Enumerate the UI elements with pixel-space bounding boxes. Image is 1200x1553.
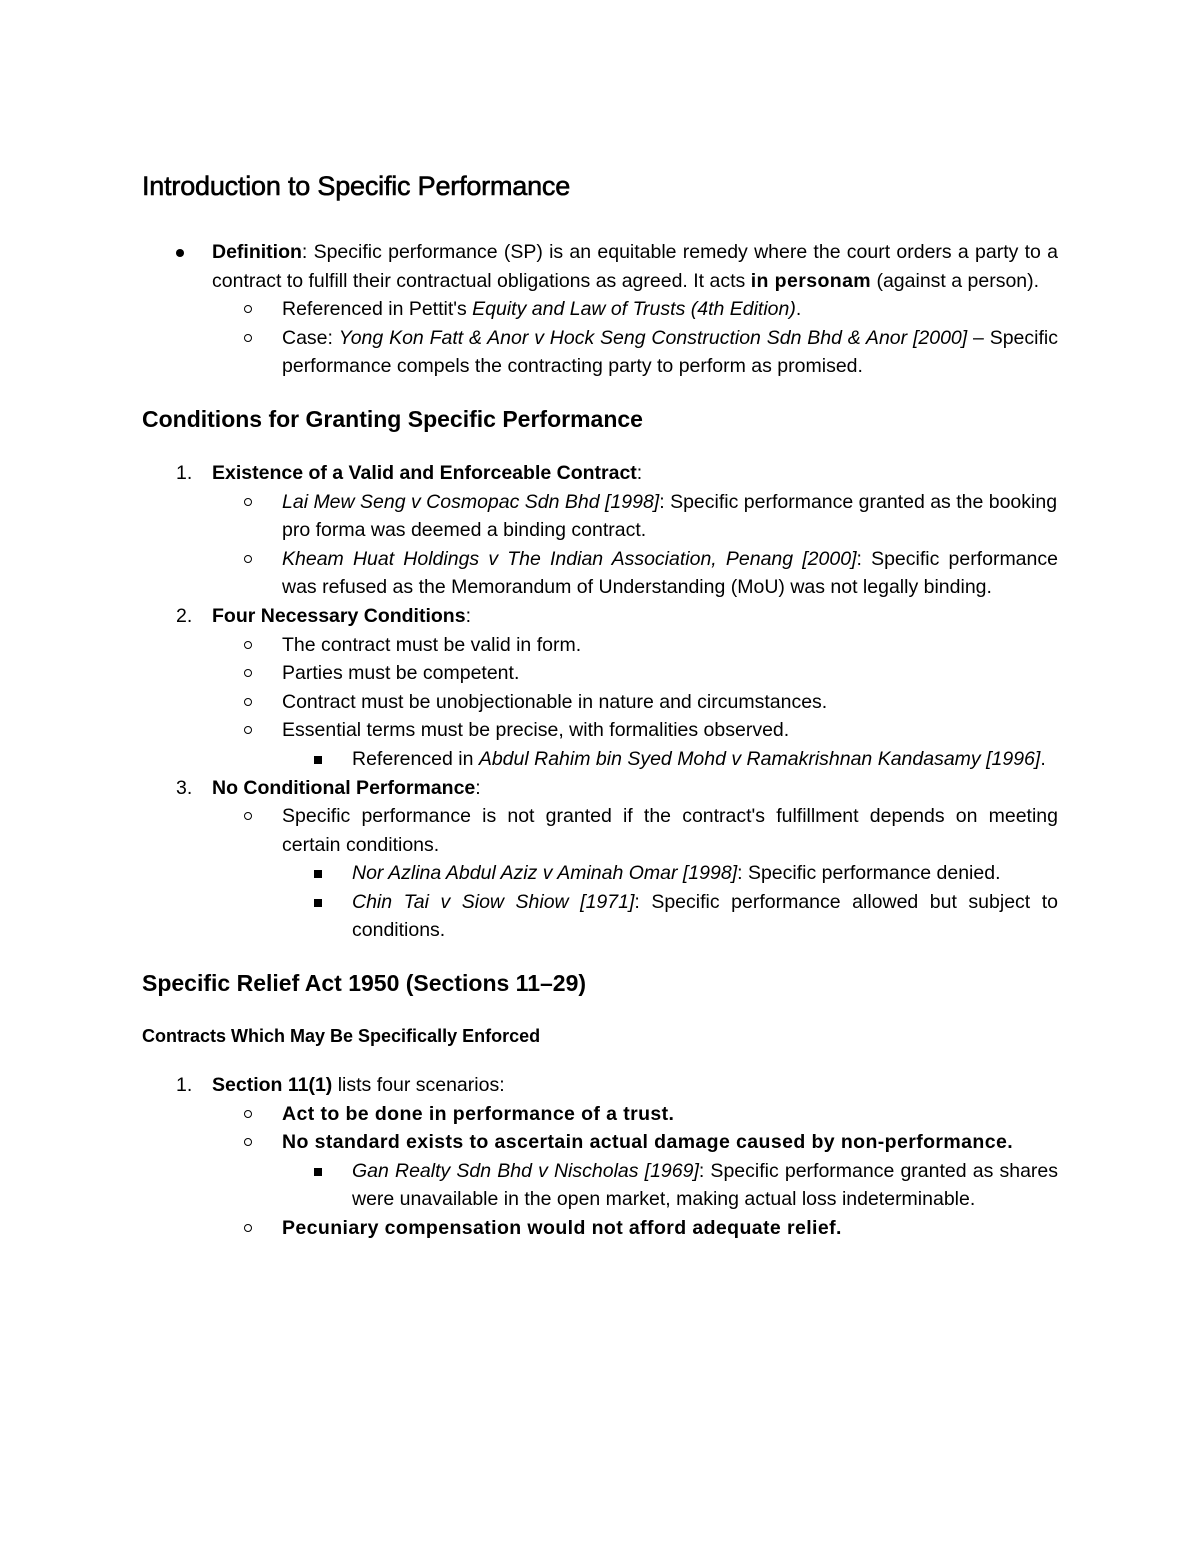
- sra-list: [142, 1071, 1058, 1243]
- case-suffix: – Specific performance compels the contracting party to perform as promised.: [282, 326, 1058, 378]
- scenario-case-list: [282, 1157, 1058, 1214]
- condition-sublist: [212, 802, 1058, 945]
- list-number: 3.: [176, 776, 193, 799]
- document-content: [142, 168, 1058, 1243]
- list-item: [142, 774, 1058, 946]
- list-item: [142, 459, 1058, 602]
- condition-label: Existence of a Valid and Enforceable Contract: [212, 461, 637, 484]
- condition-subsublist: [282, 745, 1058, 774]
- condition-text: Essential terms must be precise, with formalities observed.: [282, 719, 790, 742]
- case-name: Chin Tai v Siow Shiow [1971]: [352, 890, 635, 913]
- list-item: [142, 602, 1058, 774]
- condition-subsublist: [282, 859, 1058, 945]
- intro-list: [142, 238, 1058, 381]
- definition-bold: in personam: [750, 269, 872, 292]
- case-text: : Specific performance granted as shares were unavailable in the open market, making actual loss indeterminable.: [352, 1159, 1059, 1211]
- scenario-text: No standard exists to ascertain actual damage caused by non-performance.: [282, 1131, 1014, 1154]
- list-item: [142, 324, 1058, 381]
- list-number: 1.: [176, 461, 193, 484]
- case-name: Kheam Huat Holdings v The Indian Association, Penang [2000]: [282, 547, 857, 570]
- condition-sublist: [212, 631, 1058, 774]
- case-name: Yong Kon Fatt & Anor v Hock Seng Construction Sdn Bhd & Anor [2000]: [338, 326, 968, 349]
- case-text: : Specific performance granted as the booking pro forma was deemed a binding contract.: [282, 490, 1058, 542]
- list-item: [142, 488, 1058, 545]
- condition-sublist: [212, 488, 1058, 602]
- definition-tail: (against a person).: [871, 269, 1040, 292]
- section-heading-sra: Specific Relief Act 1950 (Sections 11–29): [142, 970, 587, 997]
- ref-prefix: Referenced in Pettit's: [282, 298, 473, 321]
- book-title: Equity and Law of Trusts (4th Edition): [472, 298, 796, 321]
- condition-label: No Conditional Performance: [212, 776, 476, 799]
- list-item: [142, 1071, 1058, 1243]
- condition-text: Parties must be competent.: [282, 662, 520, 685]
- list-item: [142, 888, 1058, 945]
- list-item: [142, 802, 1058, 945]
- case-text: : Specific performance denied.: [737, 862, 1001, 885]
- intro-sublist: [212, 295, 1058, 381]
- list-item: [142, 716, 1058, 773]
- case-name: Gan Realty Sdn Bhd v Nischolas [1969]: [352, 1159, 699, 1182]
- ref-suffix: .: [795, 298, 802, 321]
- list-item: [142, 295, 1058, 324]
- case-prefix: Case:: [282, 326, 339, 349]
- case-name: Lai Mew Seng v Cosmopac Sdn Bhd [1998]: [282, 490, 660, 513]
- condition-text: Specific performance is not granted if the contract's fulfillment depends on meeting certain conditions.: [282, 805, 1058, 856]
- list-item: [142, 745, 1058, 774]
- section-text: lists four scenarios:: [332, 1074, 505, 1097]
- ref-prefix: Referenced in: [352, 747, 479, 770]
- scenario-text: Pecuniary compensation would not afford adequate relief.: [282, 1217, 842, 1240]
- ref-suffix: .: [1040, 747, 1046, 770]
- list-item: [142, 1128, 1058, 1214]
- scenario-text: Act to be done in performance of a trust.: [282, 1102, 675, 1125]
- label-colon: :: [636, 461, 643, 484]
- condition-text: The contract must be valid in form.: [282, 633, 582, 656]
- definition-colon: :: [301, 241, 308, 263]
- list-item: [142, 1100, 1058, 1129]
- case-text: : Specific performance was refused as the Memorandum of Understanding (MoU) was not legally binding.: [282, 547, 1058, 599]
- label-colon: :: [475, 776, 481, 799]
- list-item: [142, 1214, 1058, 1243]
- list-number: 2.: [176, 604, 193, 627]
- page-title: Introduction to Specific Performance: [142, 171, 571, 201]
- section-heading-conditions: Conditions for Granting Specific Performance: [142, 405, 643, 432]
- subheading-enforced: Contracts Which May Be Specifically Enforced: [142, 1026, 541, 1047]
- list-item: [142, 238, 1058, 381]
- label-colon: :: [465, 604, 471, 627]
- list-item: [142, 688, 1058, 717]
- condition-text: Contract must be unobjectionable in nature and circumstances.: [282, 690, 828, 713]
- list-number: 1.: [176, 1074, 193, 1097]
- list-item: [142, 659, 1058, 688]
- list-item: [142, 1157, 1058, 1214]
- scenario-list: [212, 1100, 1058, 1243]
- list-item: [142, 631, 1058, 660]
- definition-label: Definition: [212, 241, 302, 263]
- definition-text: Specific performance (SP) is an equitable remedy where the court orders a party to a contract to fulfill their contractual obligations as agreed. It acts: [212, 241, 1058, 292]
- case-text: : Specific performance allowed but subject to conditions.: [352, 890, 1058, 942]
- condition-label: Four Necessary Conditions: [212, 604, 466, 627]
- list-item: [142, 545, 1058, 602]
- list-item: [142, 859, 1058, 888]
- case-name: Nor Azlina Abdul Aziz v Aminah Omar [1998]: [352, 862, 738, 885]
- case-name: Abdul Rahim bin Syed Mohd v Ramakrishnan Kandasamy [1996]: [478, 747, 1041, 770]
- section-label: Section 11(1): [212, 1074, 333, 1097]
- conditions-list: [142, 459, 1058, 945]
